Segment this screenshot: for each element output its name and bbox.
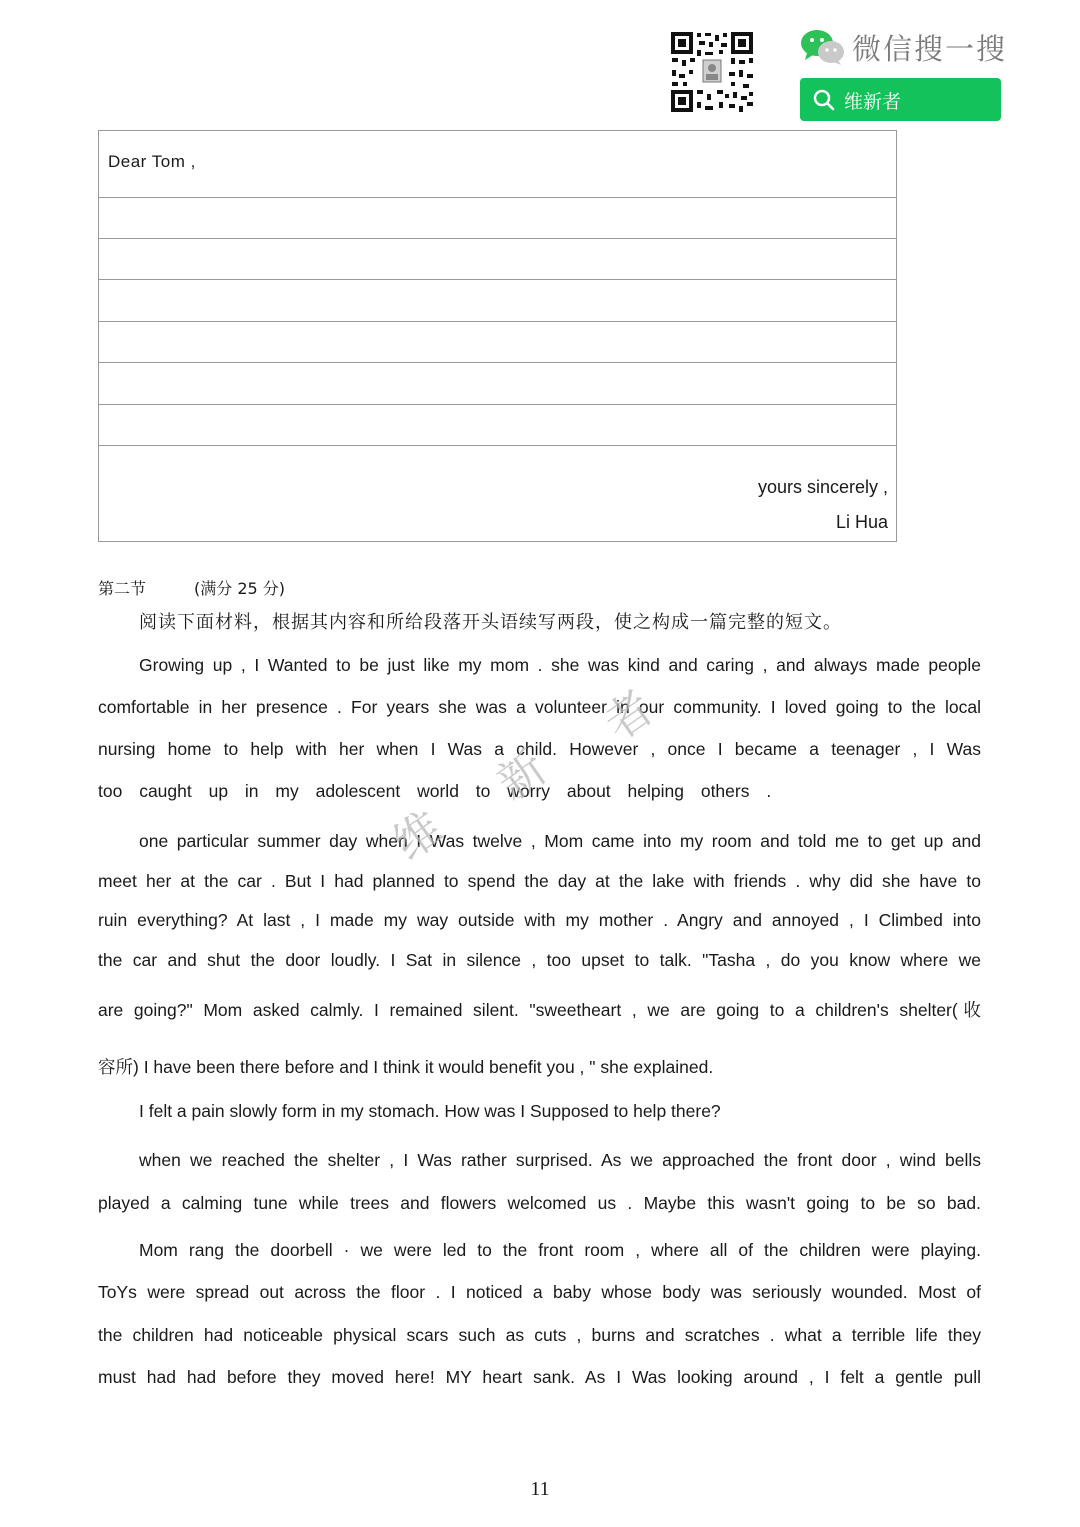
passage-line: played a calming tune while trees and flowers welcomed us . Maybe this wasn't going to be so bad. bbox=[98, 1193, 981, 1213]
writing-line bbox=[99, 279, 896, 280]
writing-line bbox=[99, 238, 896, 239]
section-heading bbox=[98, 576, 285, 599]
letter-closing: yours sincerely , bbox=[757, 477, 888, 497]
qr-code bbox=[669, 30, 755, 114]
wechat-search-box[interactable] bbox=[800, 78, 1001, 121]
passage-line: ruin everything? At last , I made my way outside with my mother . Angry and annoyed , I Climbed into bbox=[98, 910, 981, 930]
section-title: 第二节 bbox=[98, 579, 147, 598]
passage-line: the car and shut the door loudly. I Sat in silence , too upset to talk. "Tasha , do you know where we bbox=[98, 950, 981, 970]
writing-line bbox=[99, 362, 896, 363]
passage-line: must had had before they moved here! MY heart sank. As I Was looking around , I felt a gentle pull bbox=[98, 1367, 981, 1387]
writing-line bbox=[99, 321, 896, 322]
passage-line: Mom rang the doorbell · we were led to the front room , where all of the children were playing. bbox=[139, 1240, 981, 1260]
letter-greeting: Dear Tom , bbox=[108, 152, 196, 171]
section-instruction: 阅读下面材料，根据其内容和所给段落开头语续写两段，使之构成一篇完整的短文。 bbox=[139, 612, 842, 633]
passage-line: Growing up , I Wanted to be just like my mom . she was kind and caring , and always made people bbox=[139, 655, 981, 675]
passage-line: too caught up in my adolescent world to worry about helping others . bbox=[98, 781, 772, 801]
passage-line: 容所) I have been there before and I think it would benefit you , " she explained. bbox=[98, 1057, 714, 1077]
passage-line: one particular summer day when I Was twelve , Mom came into my room and told me to get up and bbox=[139, 831, 981, 851]
passage-line: comfortable in her presence . For years she was a volunteer in our community. I loved going to the local bbox=[98, 697, 981, 717]
passage-line: meet her at the car . But I had planned to spend the day at the lake with friends . why did she have to bbox=[98, 871, 981, 891]
page-number: 11 bbox=[530, 1478, 550, 1500]
passage-line: nursing home to help with her when I Was a child. However , once I became a teenager , I Was bbox=[98, 739, 981, 759]
watermark-char: 新 bbox=[487, 740, 557, 811]
passage-line: ToYs were spread out across the floor . I noticed a baby whose body was seriously wounded. Most of bbox=[98, 1282, 981, 1302]
passage-line: when we reached the shelter , I Was rather surprised. As we approached the front door , wind bells bbox=[139, 1150, 981, 1170]
watermark-char: 者 bbox=[594, 680, 664, 751]
passage-line: are going?" Mom asked calmly. I remained silent. "sweetheart , we are going to a children's shelter(收 bbox=[98, 1000, 981, 1020]
search-icon bbox=[812, 88, 836, 112]
writing-line bbox=[99, 445, 896, 446]
wechat-icon bbox=[800, 28, 846, 66]
writing-line bbox=[99, 197, 896, 198]
passage-line: the children had noticeable physical scars such as cuts , burns and scratches . what a terrible life they bbox=[98, 1325, 981, 1345]
section-score: (满分 25 分) bbox=[194, 579, 286, 598]
watermark-char: 维 bbox=[383, 800, 453, 871]
passage-line: I felt a pain slowly form in my stomach. How was I Supposed to help there? bbox=[139, 1101, 721, 1121]
wechat-search-title: 微信搜一搜 bbox=[852, 32, 1008, 66]
writing-line bbox=[99, 404, 896, 405]
letter-signature: Li Hua bbox=[835, 512, 888, 532]
wechat-search-label: 维新者 bbox=[844, 91, 902, 113]
letter-writing-box bbox=[98, 130, 897, 542]
